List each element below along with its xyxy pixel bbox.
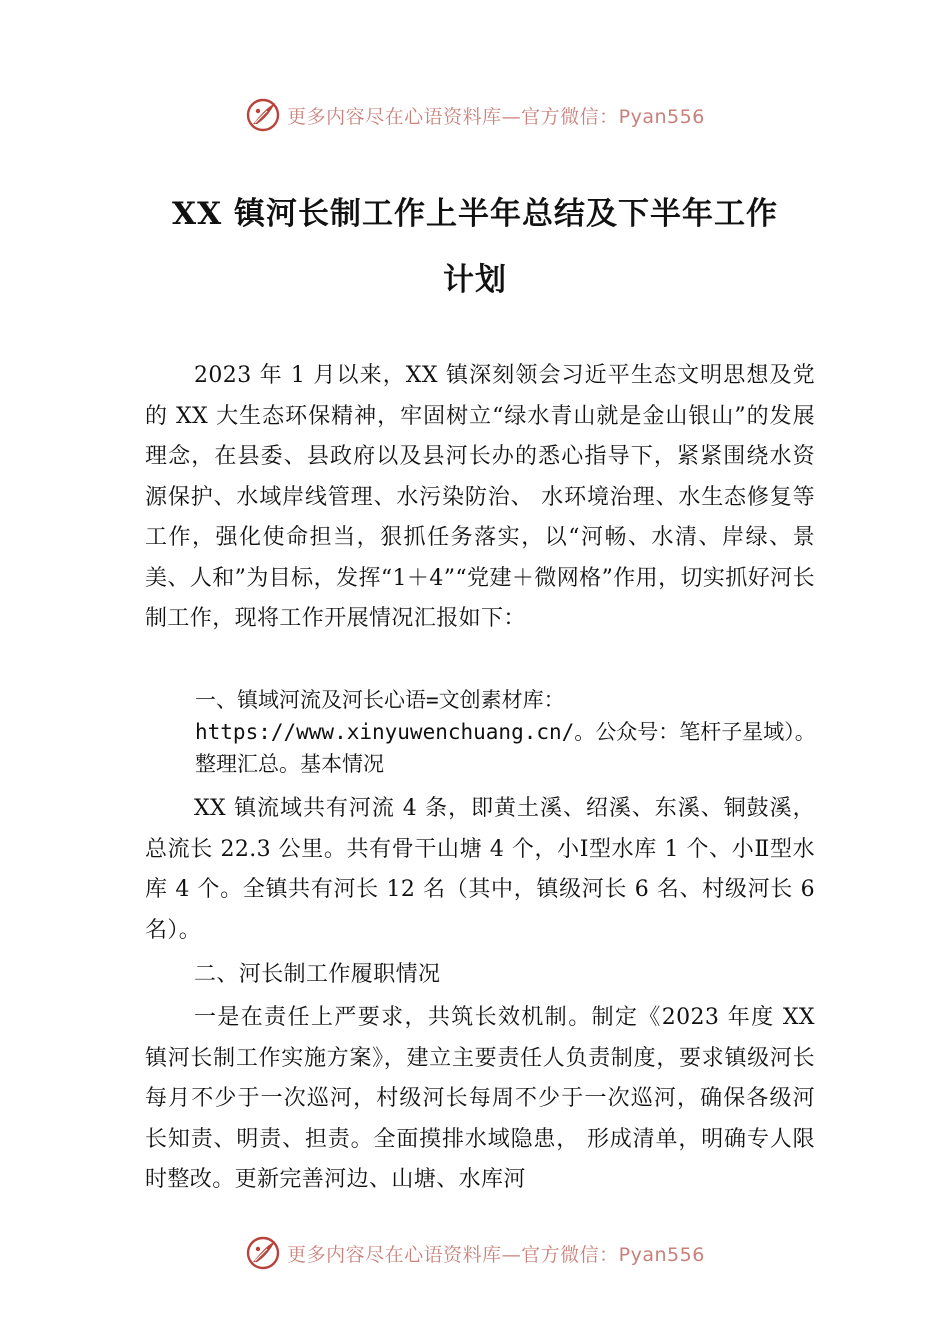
paragraph-intro: 2023 年 1 月以来，XX 镇深刻领会习近平生态文明思想及党的 XX 大生态环保精神，牢固树立“绿水青山就是金山银山”的发展理念，在县委、县政府以及县河长办的悉心指导下，紧紧围绕水资源保护、水域岸线管理、水污染防治、 水环境治理、水生态修复等工作，强化使命担当，狠抓任务落实，以“河畅、水清、岸绿、景美、人和”为目标，发挥“1＋4”“党建＋微网格”作用，切实抓好河长制工作，现将工作开展情况汇报如下： [145,363,815,631]
watermark-text: 更多内容尽在心语资料库—官方微信：Pyan556 [287,105,705,128]
quill-logo-icon [245,97,281,133]
footer-watermark [0,1233,950,1273]
paragraph-section-1-heading: 一、镇域河流及河长心语=文创素材库：https://www.xinyuwenchuang.cn/。公众号：笔杆子星域）。整理汇总。基本情况 [195,688,816,776]
header-watermark [0,95,950,135]
paragraph-section-2-heading: 二、河长制工作履职情况 [194,962,441,987]
wechat-id: Pyan556 [618,105,705,128]
paragraph-basic-info: XX 镇流域共有河流 4 条，即黄土溪、绍溪、东溪、铜鼓溪，总流长 22.3 公里。共有骨干山塘 4 个，小Ⅰ型水库 1 个、小Ⅱ型水库 4 个。全镇共有河长 12 名（其中，镇级河长 6 名、村级河长 6 名）。 [145,796,815,943]
paragraph-responsibility: 一是在责任上严要求，共筑长效机制。制定《2023 年度 XX 镇河长制工作实施方案》，建立主要责任人负责制度，要求镇级河长每月不少于一次巡河，村级河长每周不少于一次巡河，确保各级河长知责、明责、担责。全面摸排水域隐患， 形成清单，明确专人限时整改。更新完善河边、山塘、水库河 [145,1005,815,1192]
document-title-line-2: 计划 [443,262,507,298]
quill-logo-icon [245,1235,281,1271]
wechat-id: Pyan556 [618,1243,705,1266]
watermark-text: 更多内容尽在心语资料库—官方微信：Pyan556 [287,1243,705,1266]
document-title-line-1: XX 镇河长制工作上半年总结及下半年工作 [172,196,778,232]
